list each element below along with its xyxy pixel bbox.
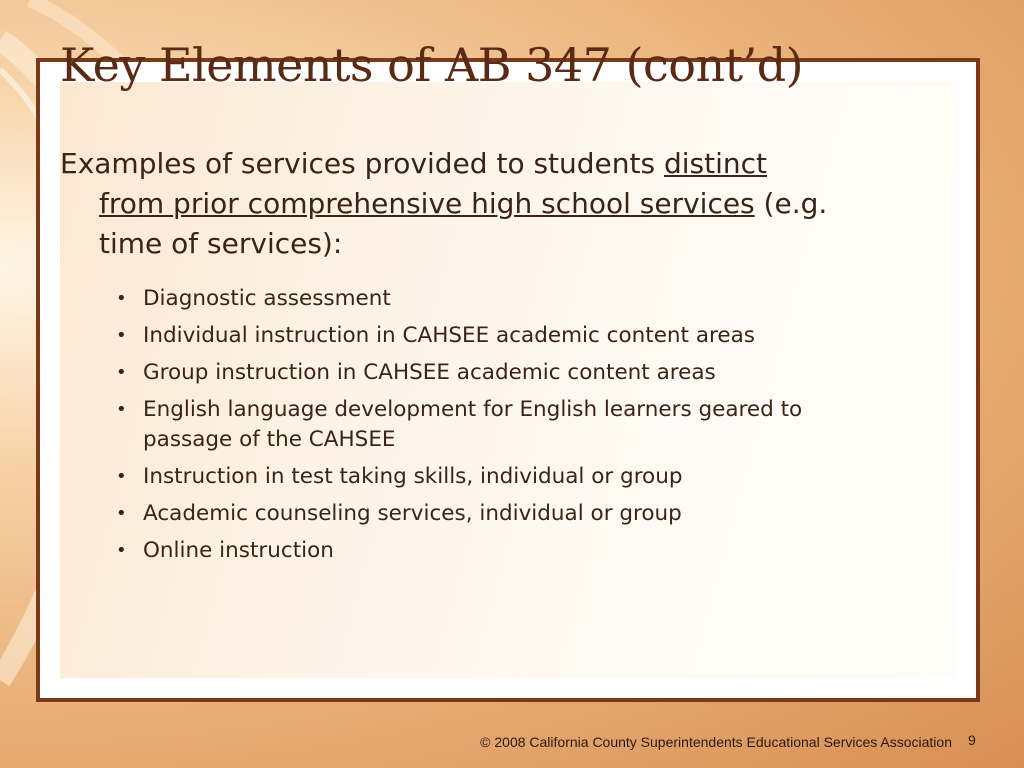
bullet-icon: • (116, 288, 127, 309)
list-item (116, 358, 856, 388)
list-item-text: Diagnostic assessment (143, 286, 391, 311)
bullet-icon: • (116, 399, 127, 420)
list-item (116, 284, 856, 314)
bullet-icon: • (116, 540, 127, 561)
lead-paragraph (60, 144, 839, 264)
bullet-icon: • (116, 503, 127, 524)
list-item (116, 395, 856, 455)
list-item-text: Online instruction (143, 538, 334, 563)
slide-title: Key Elements of AB 347 (cont’d) (60, 38, 804, 92)
bullet-icon: • (116, 362, 127, 383)
bullet-icon: • (116, 466, 127, 487)
list-item-text: Academic counseling services, individual or group (143, 501, 682, 526)
list-item (116, 462, 856, 492)
list-item (116, 321, 856, 351)
bullet-icon: • (116, 325, 127, 346)
page-number: 9 (968, 732, 976, 748)
services-bullet-list (116, 284, 856, 573)
lead-intro-text: Examples of services provided to students (60, 147, 664, 180)
lead-suffix-text: (e.g. time of services): (99, 187, 828, 260)
list-item-text: Individual instruction in CAHSEE academic content areas (143, 323, 755, 348)
list-item-text: Group instruction in CAHSEE academic content areas (143, 360, 716, 385)
list-item-text: English language development for English learners geared to passage of the CAHSEE (143, 397, 803, 452)
lead-underlined-text: distinct from prior comprehensive high school services (99, 147, 768, 220)
list-item (116, 499, 856, 529)
footer-copyright: © 2008 California County Superintendents Educational Services Association (480, 734, 952, 750)
list-item (116, 536, 856, 566)
list-item-text: Instruction in test taking skills, individual or group (143, 464, 683, 489)
